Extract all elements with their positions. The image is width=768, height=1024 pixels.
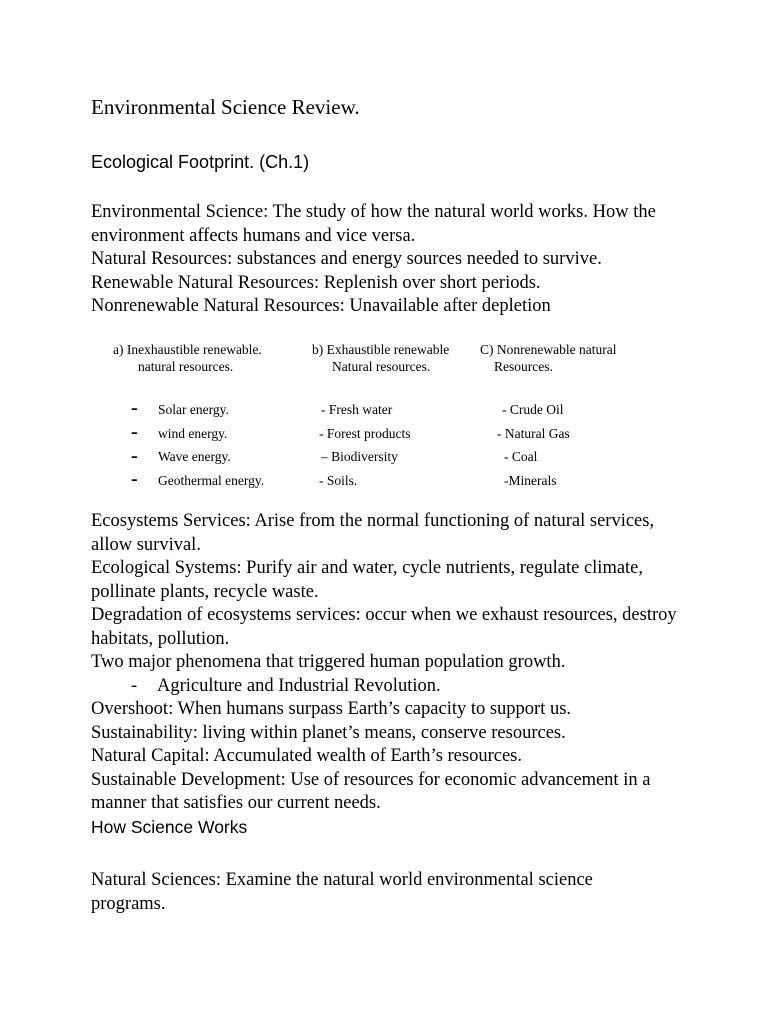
definition-nonrenewable-resources: Nonrenewable Natural Resources: Unavailable after depletion: [91, 296, 551, 316]
list-item: -Minerals: [504, 473, 557, 488]
section-heading-ecological-footprint: Ecological Footprint. (Ch.1): [91, 152, 310, 172]
column-c-header: [480, 341, 616, 375]
definition-renewable-resources: Renewable Natural Resources: Replenish over short periods.: [91, 272, 541, 293]
sub-bullet-item: [91, 675, 681, 699]
list-item: - Crude Oil: [502, 402, 564, 417]
definition-overshoot: Overshoot: When humans surpass Earth’s capacity to support us.: [91, 699, 572, 719]
list-item: Geothermal energy.: [158, 473, 265, 488]
list-item: Solar energy.: [158, 402, 229, 417]
sub-bullet-mark: -: [131, 675, 138, 696]
list-item: - Soils.: [319, 473, 358, 488]
list-item: wind energy.: [158, 426, 228, 441]
list-item: Wave energy.: [158, 449, 231, 464]
column-a-header: [113, 341, 262, 375]
definition-natural-capital: Natural Capital: Accumulated wealth of Earth’s resources.: [91, 746, 523, 766]
page-title: Environmental Science Review.: [91, 95, 360, 119]
body-definitions: [91, 510, 681, 839]
list-item: - Coal: [504, 449, 538, 464]
list-bullet: -: [131, 468, 138, 490]
intro-definitions: [91, 201, 691, 319]
list-bullet: -: [131, 421, 138, 443]
column-a-header-line1: a) Inexhaustible renewable.: [113, 342, 262, 357]
column-b-header-line2: Natural resources.: [332, 359, 431, 374]
list-item: - Forest products: [319, 426, 411, 441]
list-item: - Natural Gas: [497, 426, 570, 441]
definition-natural-sciences: Natural Sciences: Examine the natural world environmental science programs.: [91, 870, 593, 914]
definition-sustainability: Sustainability: living within planet’s means, conserve resources.: [91, 722, 566, 743]
definition-ecosystems-services: Ecosystems Services: Arise from the normal functioning of natural services, allow survival.: [91, 511, 655, 555]
column-b-header-line1: b) Exhaustible renewable: [312, 342, 450, 357]
sub-bullet-text: Agriculture and Industrial Revolution.: [157, 675, 441, 696]
column-c-header-line1: C) Nonrenewable natural: [480, 342, 617, 357]
column-a-header-line2: natural resources.: [138, 359, 234, 374]
definition-degradation: Degradation of ecosystems services: occur when we exhaust resources, destroy habitats, pollution.: [91, 605, 677, 649]
list-item: – Biodiversity: [321, 449, 398, 464]
definition-ecological-systems: Ecological Systems: Purify air and water, cycle nutrients, regulate climate, pollinate plants, recycle waste.: [91, 558, 644, 602]
column-c-header-line2: Resources.: [494, 359, 553, 374]
definition-natural-resources: Natural Resources: substances and energy sources needed to survive.: [91, 249, 602, 269]
list-item: - Fresh water: [321, 402, 393, 417]
resource-columns: [0, 341, 768, 491]
list-bullet: -: [131, 397, 138, 419]
list-bullet: -: [131, 445, 138, 467]
definition-sustainable-development: Sustainable Development: Use of resources for economic advancement in a manner that satisfies our current needs.: [91, 769, 651, 813]
section-heading-how-science-works: How Science Works: [91, 816, 248, 837]
definition-environmental-science: Environmental Science: The study of how the natural world works. How the environment affects humans and vice versa.: [91, 202, 656, 246]
closing-definitions: [91, 869, 651, 916]
definition-population-growth: Two major phenomena that triggered human population growth.: [91, 652, 566, 672]
column-b-header: [312, 341, 449, 375]
